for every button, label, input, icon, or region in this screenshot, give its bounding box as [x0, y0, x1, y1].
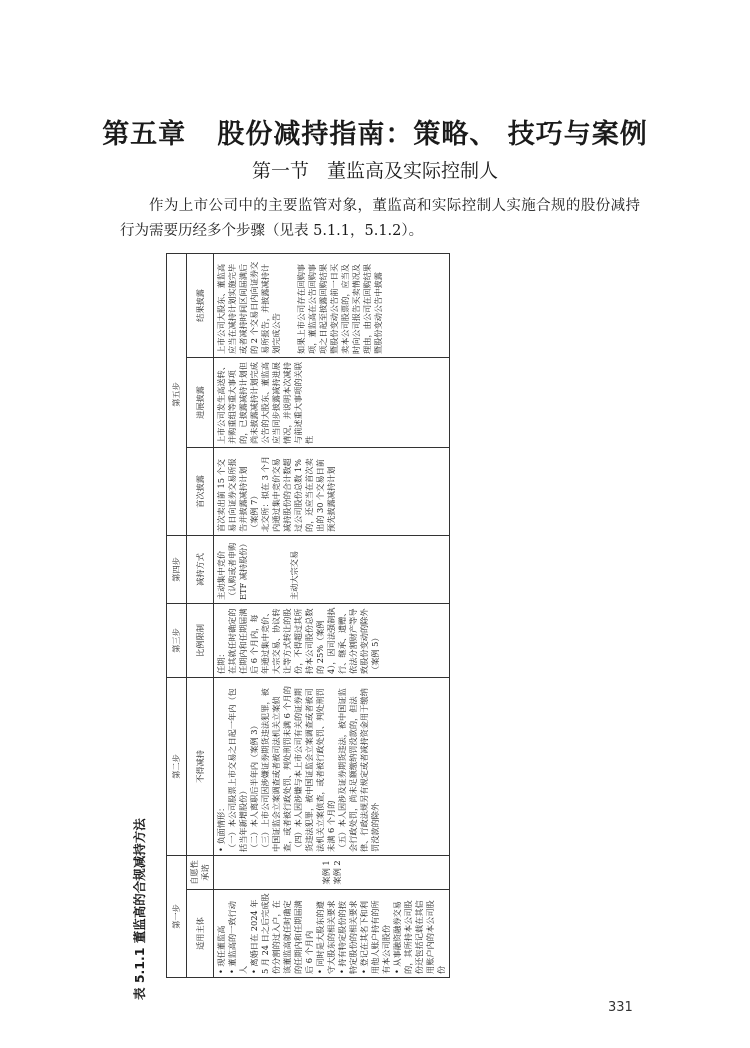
intro-paragraph: 作为上市公司中的主要监管对象，董监高和实际控制人实施合规的股份减持行为需要历经多个步骤（见表 5.1.1，5.1.2）。	[120, 198, 640, 239]
header-step3: 第三步	[167, 603, 187, 677]
subject-line: • 董监高的一致行动人	[227, 901, 248, 974]
header-first-disclosure: 首次披露	[187, 447, 214, 535]
header-not-reduce: 不得减持	[187, 677, 214, 855]
method-line: 主动大宗交易	[289, 550, 299, 600]
subject-line: • 同时是大股东的遵守大股东的相关要求	[315, 900, 336, 974]
not-reduce-line: （三）上市公司因涉嫌证券期货违法犯罪，被中国证监会立案调查或者被司法机关立案侦查，或者被行政处罚、判处刑罚未满 6 个月的	[260, 686, 292, 852]
header-step2: 第二步	[167, 677, 187, 855]
cell-subject	[214, 890, 450, 978]
method-line: 主动集中竞价（认购或者申购 ETF 减持股份）	[216, 539, 248, 600]
compliance-reduction-table	[166, 253, 450, 978]
header-result-disclosure: 结果披露	[187, 253, 214, 357]
cell-ratio: 任期： 在其就任时确定的任期内和任期届满后 6 个月内，每年通过集中竞价、大宗交易、协议转让等方式转让的股份，不得超过其所持本公司股份总数的 25%（案例 4），因司法强制执行、继承、遗赠、依法分割财产等导致股份变动的除外（案例 5）	[214, 603, 450, 677]
not-reduce-line: （五）本人因涉及证券期货违法，被中国证监会行政处罚，尚未足额缴纳罚没款的，但法律、行政法规另有规定或者减持资金用于缴纳罚没款的除外	[337, 688, 380, 852]
cell-result-disclosure	[214, 253, 450, 357]
subject-line: • 持有特定股份的按特定股份的相关要求	[337, 900, 358, 974]
header-step5: 第五步	[167, 253, 187, 535]
header-subject: 适用主体	[187, 890, 214, 978]
subject-line: • 离婚日在 2024 年 5 月 24 日之后完成股份分割的过入户，在该董监高就任时确定的任期内和任期届满后 6 个月内	[249, 893, 314, 974]
not-reduce-line: （一）本公司股票上市交易之日起一年内（包括当年新增股份）	[227, 688, 248, 852]
cell-method	[214, 535, 450, 603]
cell-self-check: 案例 1 案例 2	[214, 855, 450, 889]
first-disclosure-line: 首次卖出前 15 个交易日向证券交易所报告并披露减持计划（案例 7）	[216, 458, 259, 532]
cell-first-disclosure	[214, 447, 450, 535]
section-title: 第一节 董监高及实际控制人	[251, 160, 499, 182]
subject-line: • 登记在其名下和利用他人账户持有的所有本公司股份	[359, 900, 391, 974]
subject-line: • 现任董监高	[216, 925, 226, 974]
not-reduce-line: • 负面情形：	[216, 803, 226, 852]
cell-progress-disclosure	[214, 357, 450, 447]
table-caption: 表 5.1.1 董监高的合规减持方法	[132, 818, 147, 1000]
progress-disclosure-line: 上市公司发生高送转、并购重组等重大事项的，已披露减持计划但尚未披露减持计划完成公告的大股东、董监高应当同步披露减持进展情况，并说明本次减持与前述重大事项的关联性	[216, 362, 314, 444]
header-step4: 第四步	[167, 535, 187, 603]
header-self-check: 自愿性承诺	[187, 855, 214, 889]
cell-not-reduce	[214, 677, 450, 855]
result-disclosure-line: 上市公司大股东、董监高应当在减持计划实施完毕或者减持时间区间届满后的 2 个交易日内向证券交易所报告，并披露减持计划完成公告	[216, 261, 281, 354]
not-reduce-line: （二）本人离职后半年内（案例 3）	[249, 721, 259, 852]
header-method: 减持方式	[187, 535, 214, 603]
chapter-title: 第五章 股份减持指南：策略、 技巧与案例	[102, 119, 648, 150]
header-ratio: 比例限制	[187, 603, 214, 677]
page-number: 331	[608, 1000, 633, 1015]
not-reduce-line: （四）本人因涉嫌与本上市公司有关的证券期货违法犯罪，被中国证监会立案调查或者被司法机关立案侦查，或者被行政处罚、判处刑罚未满 6 个月的	[293, 688, 336, 852]
rotated-table-wrapper	[166, 254, 446, 978]
result-disclosure-line: 如果上市公司存在回购事项，董监高在公告回购事项之日起至披露回购结果暨股份变动公告前一日买卖本公司股票的，应当及时向公司报告买卖情况及理由，由公司在回购结果暨股份变动公告中披露	[296, 263, 383, 354]
first-disclosure-line: 北交所：拟在 3 个月内通过集中竞价交易减持股份的合计数超过公司股份总数 1% 的，还应当在首次卖出的 30 个交易日前预先披露减持计划	[260, 456, 336, 532]
header-step1: 第一步	[167, 855, 187, 977]
header-progress-disclosure: 进展披露	[187, 357, 214, 447]
subject-line: • 从事融资融券交易的，其所持本公司股份还包括记载在其信用账户内的本公司股份	[392, 900, 446, 974]
